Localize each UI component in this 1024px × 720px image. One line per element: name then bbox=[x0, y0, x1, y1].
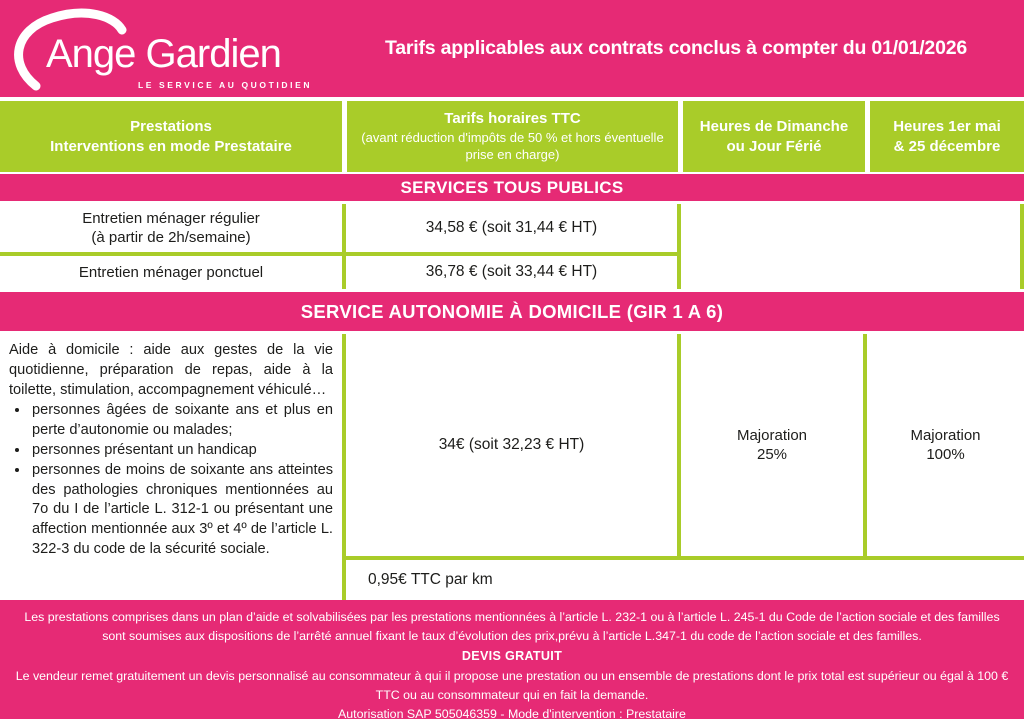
section-services-tous-publics: SERVICES TOUS PUBLICS bbox=[0, 174, 1024, 201]
page-title: Tarifs applicables aux contrats conclus à compter du 01/01/2026 bbox=[384, 37, 968, 59]
devis-gratuit-label: DEVIS GRATUIT bbox=[461, 649, 563, 663]
header-ferie: Heures 1er mai & 25 décembre bbox=[870, 101, 1024, 172]
brand-tagline: LE SERVICE AU QUOTIDIEN bbox=[138, 80, 313, 90]
row-entretien-regulier-label: Entretien ménager régulier (à partir de 2h/semaine) bbox=[0, 204, 342, 252]
aide-intro: Aide à domicile : aide aux gestes de la vie quotidienne, préparation de repas, aide à la toilette, stimulation, accompagnement véhiculé… bbox=[9, 342, 333, 398]
row-entretien-ponctuel-price: 36,78 € (soit 33,44 € HT) bbox=[346, 256, 677, 289]
header-dimanche: Heures de Dimanche ou Jour Férié bbox=[683, 101, 865, 172]
header-prestations: Prestations Interventions en mode Prestataire bbox=[0, 101, 342, 172]
row-entretien-regulier-price: 34,58 € (soit 31,44 € HT) bbox=[346, 204, 677, 252]
aide-bullet-list bbox=[9, 401, 333, 559]
majoration-ferie: Majoration 100% bbox=[867, 334, 1024, 556]
aide-bullet: • personnes âgées de soixante ans et plus en perte d’autonomie ou malades; bbox=[30, 401, 333, 441]
header-tarifs: Tarifs horaires TTC (avant réduction d'impôts de 50 % et hors éventuelle prise en charge) bbox=[347, 101, 678, 172]
legal-footer bbox=[0, 600, 1024, 719]
table-header-row bbox=[0, 101, 1024, 172]
empty-merged-cell bbox=[681, 204, 1024, 289]
aide-domicile-price: 34€ (soit 32,23 € HT) bbox=[346, 334, 677, 556]
section-autonomie-domicile: SERVICE AUTONOMIE À DOMICILE (GIR 1 A 6) bbox=[0, 292, 1024, 331]
aide-bullet: • personnes présentant un handicap bbox=[30, 441, 333, 461]
brand-name: Ange Gardien bbox=[46, 32, 281, 76]
majoration-dimanche: Majoration 25% bbox=[681, 334, 863, 556]
autorisation-text: Autorisation SAP 505046359 - Mode d'intervention : Prestataire bbox=[338, 707, 686, 720]
autonomie-body bbox=[0, 334, 1024, 600]
km-price: 0,95€ TTC par km bbox=[346, 560, 1024, 600]
brand-logo bbox=[16, 8, 326, 94]
legal-text-1: Les prestations comprises dans un plan d’aide et solvabilisées par les prestations mentionnées à l’article L. 232-1 ou à l’article L. 245-1 du Code de l’action sociale et des familles sont soumises aux dispositions de l’arrêté annuel fixant le taux d’évolution des prix,prévu à l’article L.347-1 du code de l’action sociale et des familles. bbox=[24, 610, 1000, 643]
services-rows bbox=[0, 204, 1024, 289]
legal-text-2: Le vendeur remet gratuitement un devis personnalisé au consommateur à qui il propose une prestation ou un ensemble de prestations dont le prix total est supérieur ou égal à 100 € TTC ou au consommateur qui en fait la demande. bbox=[15, 669, 1009, 702]
aide-bullet: • personnes de moins de soixante ans atteintes des pathologies chroniques mentionnées au 7o du I de l’article L. 312-1 ou présentant une affection mentionnée aux 3º et 4º de l’article L. 322-3 du code de la sécurité sociale. bbox=[30, 461, 333, 560]
page-header bbox=[0, 0, 1024, 97]
aide-domicile-description bbox=[0, 334, 342, 600]
row-entretien-ponctuel-label: Entretien ménager ponctuel bbox=[0, 256, 342, 289]
